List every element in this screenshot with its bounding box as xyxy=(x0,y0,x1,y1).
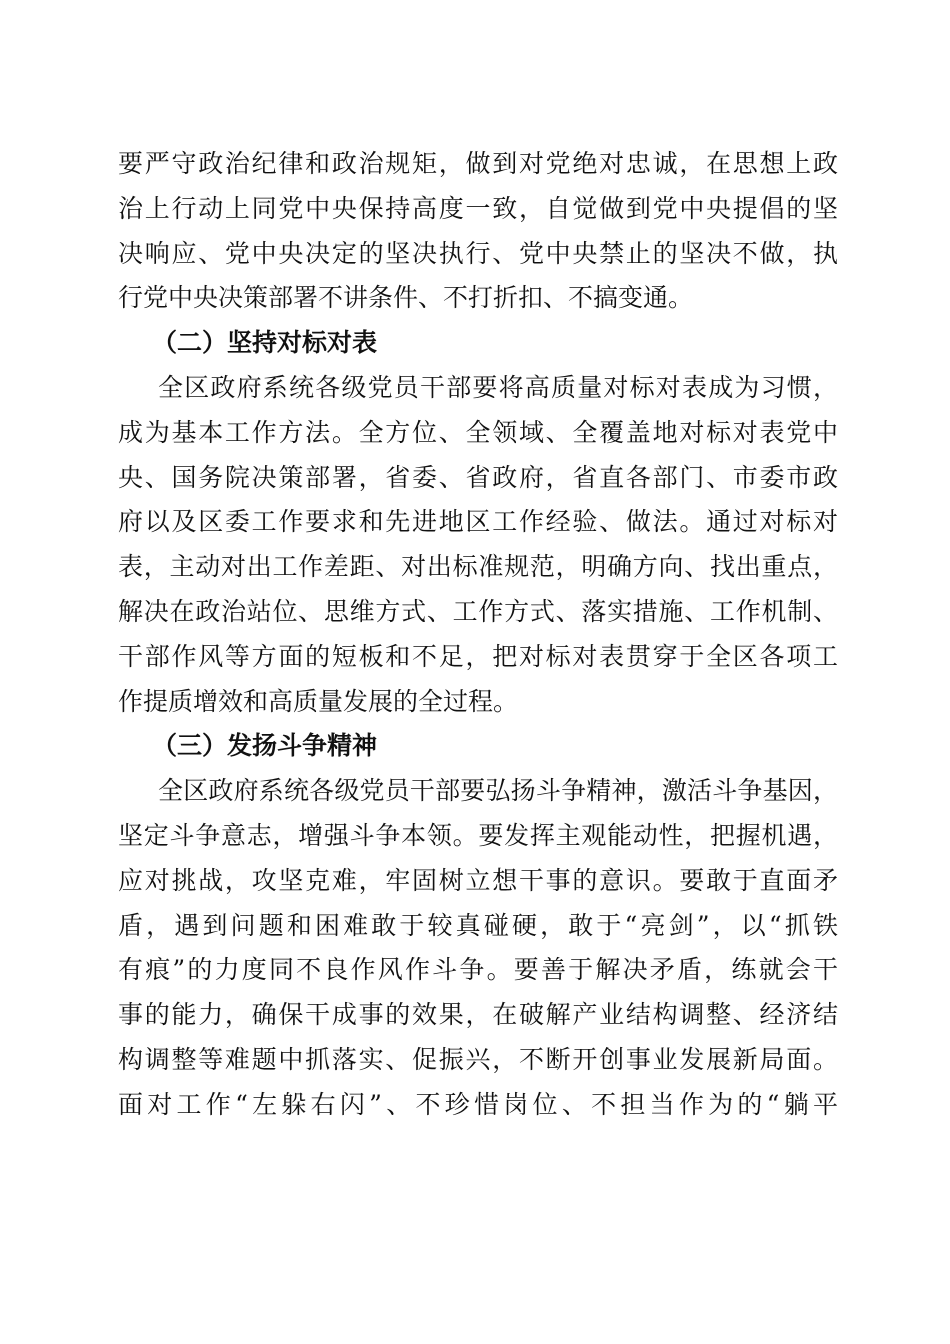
paragraph-line: 面对工作“左躲右闪”、不珍惜岗位、不担当作为的“躺平 xyxy=(118,1089,838,1119)
paragraph-line: 治上行动上同党中央保持高度一致，自觉做到党中央提倡的坚 xyxy=(118,193,838,223)
paragraph-line: 坚定斗争意志，增强斗争本领。要发挥主观能动性，把握机遇， xyxy=(118,820,838,850)
paragraph-line: 府以及区委工作要求和先进地区工作经验、做法。通过对标对 xyxy=(118,507,838,537)
paragraph-line: 盾，遇到问题和困难敢于较真碰硬，敢于“亮剑”，以“抓铁 xyxy=(118,910,838,940)
paragraph-line: 决响应、党中央决定的坚决执行、党中央禁止的坚决不做，执 xyxy=(118,238,838,268)
paragraph-line: 全区政府系统各级党员干部要将高质量对标对表成为习惯， xyxy=(158,372,838,402)
paragraph-line: 有痕”的力度同不良作风作斗争。要善于解决矛盾，练就会干 xyxy=(118,955,838,985)
paragraph-benchmarking xyxy=(118,366,838,724)
section-heading-struggle-spirit: （三）发扬斗争精神 xyxy=(152,731,378,761)
paragraph-line: 解决在政治站位、思维方式、工作方式、落实措施、工作机制、 xyxy=(118,596,838,626)
paragraph-line: 表，主动对出工作差距、对出标准规范，明确方向、找出重点， xyxy=(118,552,838,582)
paragraph-political-discipline xyxy=(118,142,838,321)
paragraph-line: 构调整等难题中抓落实、促振兴，不断开创事业发展新局面。 xyxy=(118,1044,838,1074)
paragraph-line: 全区政府系统各级党员干部要弘扬斗争精神，激活斗争基因， xyxy=(158,776,838,806)
paragraph-line: 事的能力，确保干成事的效果，在破解产业结构调整、经济结 xyxy=(118,1000,838,1030)
paragraph-line: 成为基本工作方法。全方位、全领域、全覆盖地对标对表党中 xyxy=(118,417,838,447)
paragraph-line: 干部作风等方面的短板和不足，把对标对表贯穿于全区各项工 xyxy=(118,641,838,671)
paragraph-line: 作提质增效和高质量发展的全过程。 xyxy=(118,686,519,716)
paragraph-line: 要严守政治纪律和政治规矩，做到对党绝对忠诚，在思想上政 xyxy=(118,149,838,178)
document-body xyxy=(118,142,838,1128)
paragraph-struggle-spirit xyxy=(118,769,838,1127)
paragraph-line: 应对挑战，攻坚克难，牢固树立想干事的意识。要敢于直面矛 xyxy=(118,865,838,895)
paragraph-line: 央、国务院决策部署，省委、省政府，省直各部门、市委市政 xyxy=(118,462,838,492)
section-heading-benchmarking: （二）坚持对标对表 xyxy=(152,328,378,358)
paragraph-line: 行党中央决策部署不讲条件、不打折扣、不搞变通。 xyxy=(118,283,694,313)
